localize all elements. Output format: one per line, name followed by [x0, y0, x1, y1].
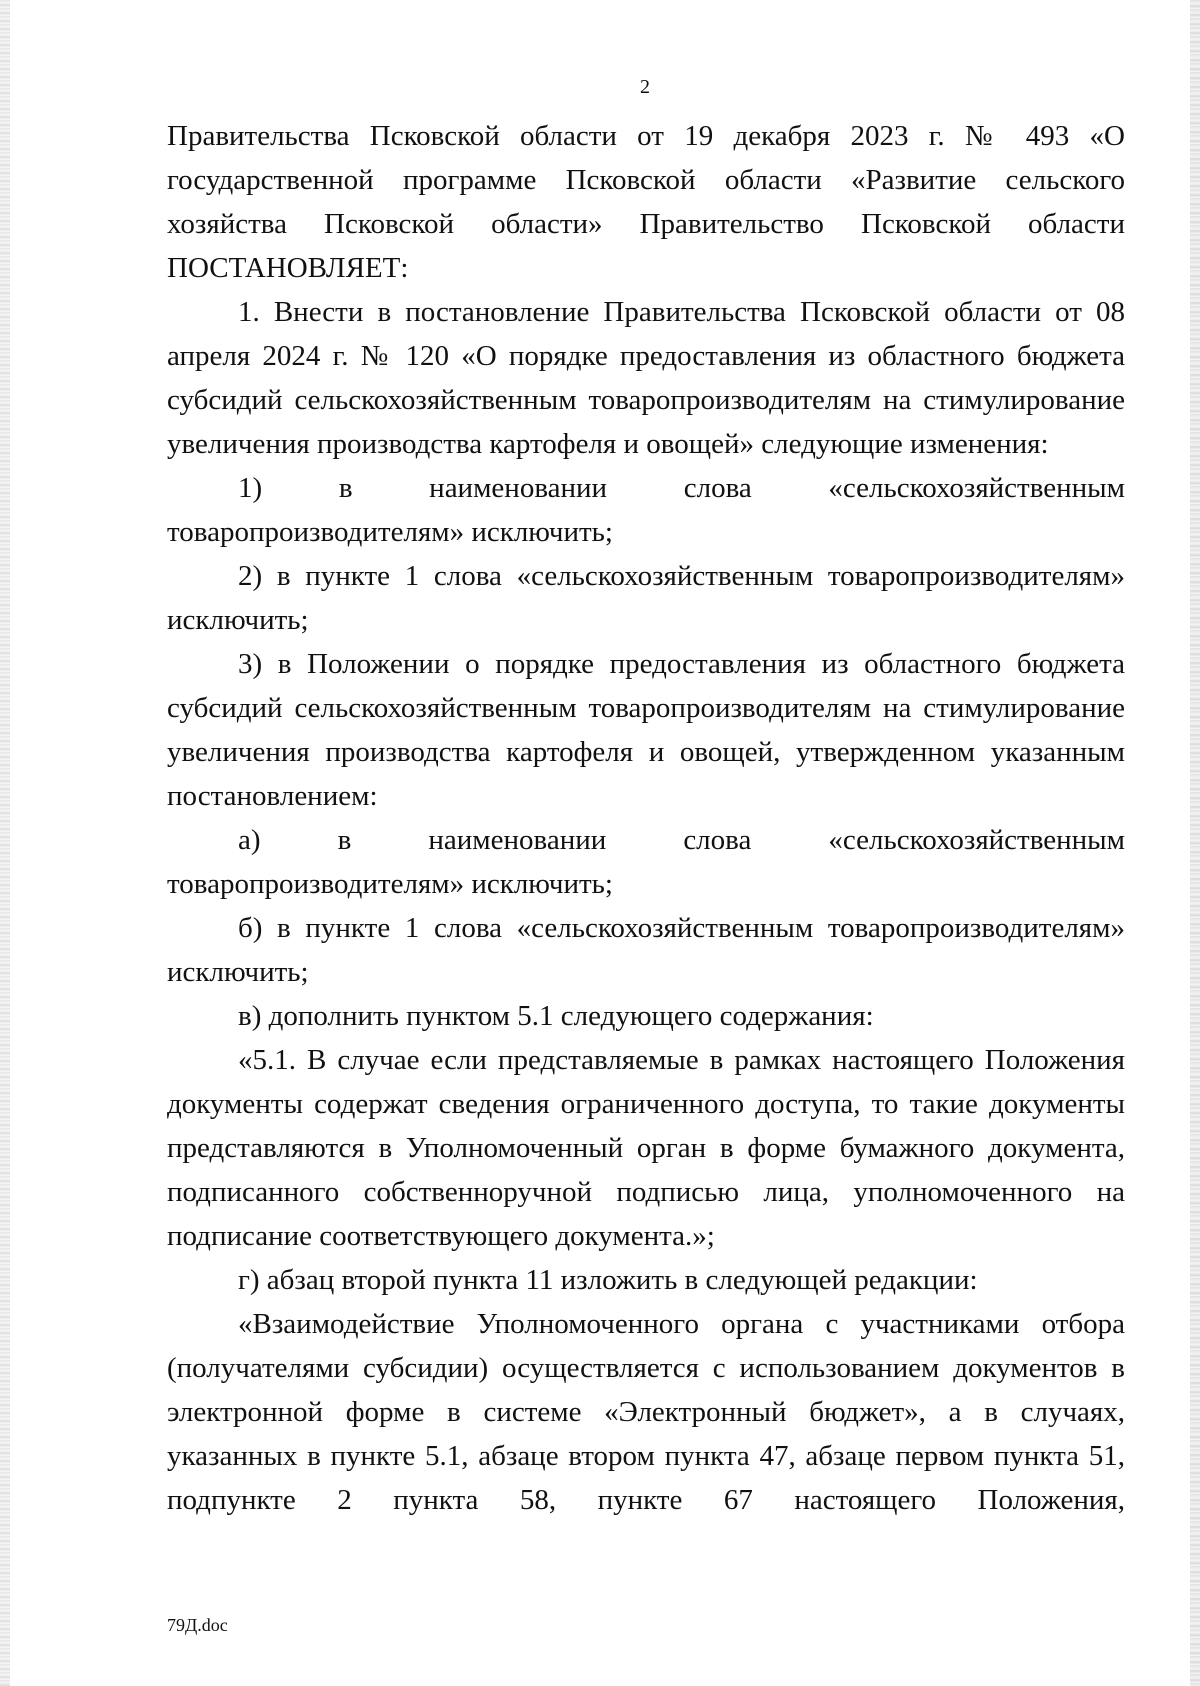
paragraph-1: 1. Внести в постановление Правительства Псковской области от 08 апреля 2024 г. № 120 «О порядке предоставления из областного бюджета субсидий сельскохозяйственным товаропроизводителям на стимулирование увеличения производства картофеля и овощей» следующие изменения: — [167, 296, 1125, 460]
footer-file-name: 79Д.doc — [167, 1615, 228, 1635]
paragraph-4: 3) в Положении о порядке предоставления из областного бюджета субсидий сельскохозяйственным товаропроизводителям на стимулирование увеличения производства картофеля и овощей, утвержденном указанным постановлением: — [167, 648, 1125, 812]
paragraph-9: г) абзац второй пункта 11 изложить в следующей редакции: — [238, 1264, 978, 1296]
scan-edge-left — [0, 0, 10, 1686]
paragraph-5: а) в наименовании слова «сельскохозяйственным товаропроизводителям» исключить; — [167, 824, 1125, 900]
paragraph-10: «Взаимодействие Уполномоченного органа с участниками отбора (получателями субсидии) осуществляется с использованием документов в электронной форме в системе «Электронный бюджет», а в случаях, указанных в пункте 5.1, абзаце втором пункта 47, абзаце первом пункта 51, подпункте 2 пункта 58, пункте 67 настоящего Положения, — [167, 1308, 1125, 1516]
paragraph-7: в) дополнить пунктом 5.1 следующего содержания: — [238, 1000, 874, 1032]
page-number: 2 — [640, 76, 650, 98]
paragraph-3: 2) в пункте 1 слова «сельскохозяйственным товаропроизводителям» исключить; — [167, 560, 1125, 636]
paragraph-2: 1) в наименовании слова «сельскохозяйственным товаропроизводителям» исключить; — [167, 472, 1125, 548]
scan-edge-right — [1190, 0, 1200, 1686]
document-body — [167, 114, 1125, 1522]
paragraph-6: б) в пункте 1 слова «сельскохозяйственным товаропроизводителям» исключить; — [167, 912, 1125, 988]
paragraph-8: «5.1. В случае если представляемые в рамках настоящего Положения документы содержат сведения ограниченного доступа, то такие документы представляются в Уполномоченный орган в форме бумажного документа, подписанного собственноручной подписью лица, уполномоченного на подписание соответствующего документа.»; — [167, 1044, 1125, 1252]
paragraph-0: Правительства Псковской области от 19 декабря 2023 г. № 493 «О государственной программе Псковской области «Развитие сельского хозяйства Псковской области» Правительство Псковской области ПОСТАНОВЛЯЕТ: — [167, 120, 1125, 284]
